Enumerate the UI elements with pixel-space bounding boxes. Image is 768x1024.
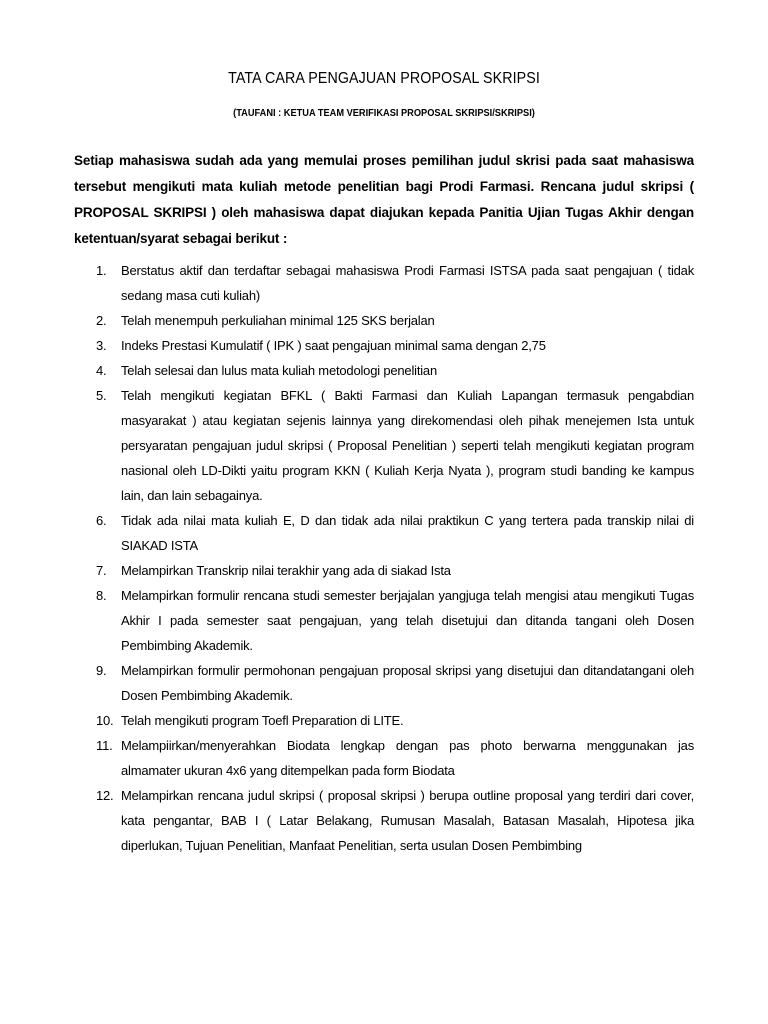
list-item (74, 308, 694, 333)
list-item (74, 333, 694, 358)
list-item-text: Indeks Prestasi Kumulatif ( IPK ) saat pengajuan minimal sama dengan 2,75 (121, 338, 546, 353)
list-item (74, 258, 694, 308)
list-item-number: 5. (96, 388, 107, 403)
list-item (74, 708, 694, 733)
list-item (74, 558, 694, 583)
list-item (74, 583, 694, 658)
list-item-text: Telah mengikuti kegiatan BFKL ( Bakti Farmasi dan Kuliah Lapangan termasuk pengabdian masyarakat ) atau kegiatan sejenis lainnya yang direkomendasi oleh pihak menejemen Ista untuk persyaratan pengajuan judul skripsi ( Proposal Penelitian ) seperti telah mengikuti kegiatan program nasional oleh LD-Dikti yaitu program KKN ( Kuliah Kerja Nyata ), program studi banding ke kampus lain, dan lain sebagainya. (121, 388, 694, 503)
list-item-number: 2. (96, 313, 107, 328)
list-item-number: 7. (96, 563, 107, 578)
list-item-number: 11. (96, 738, 113, 753)
list-item-number: 12. (96, 788, 114, 803)
document-subtitle: (TAUFANI : KETUA TEAM VERIFIKASI PROPOSAL SKRIPSI/SKRIPSI) (233, 107, 535, 119)
requirements-list (74, 258, 694, 858)
intro-paragraph: Setiap mahasiswa sudah ada yang memulai proses pemilihan judul skrisi pada saat mahasiswa tersebut mengikuti mata kuliah metode penelitian bagi Prodi Farmasi. Rencana judul skripsi ( PROPOSAL SKRIPSI ) oleh mahasiswa dapat diajukan kepada Panitia Ujian Tugas Akhir dengan ketentuan/syarat sebagai berikut : (74, 153, 694, 246)
list-item-number: 9. (96, 663, 107, 678)
list-item-text: Telah mengikuti program Toefl Preparation di LITE. (121, 713, 404, 728)
list-item (74, 383, 694, 508)
list-item-number: 10. (96, 713, 114, 728)
list-item-text: Melampiirkan/menyerahkan Biodata lengkap dengan pas photo berwarna menggunakan jas almamater ukuran 4x6 yang ditempelkan pada form Biodata (121, 738, 694, 778)
list-item-text: Melampirkan rencana judul skripsi ( proposal skripsi ) berupa outline proposal yang terdiri dari cover, kata pengantar, BAB I ( Latar Belakang, Rumusan Masalah, Batasan Masalah, Hipotesa jika diperlukan, Tujuan Penelitian, Manfaat Penelitian, serta usulan Dosen Pembimbing (121, 788, 694, 853)
list-item-text: Melampirkan formulir permohonan pengajuan proposal skripsi yang disetujui dan ditandatangani oleh Dosen Pembimbing Akademik. (121, 663, 694, 703)
list-item (74, 658, 694, 708)
list-item-text: Melampirkan Transkrip nilai terakhir yang ada di siakad Ista (121, 563, 451, 578)
list-item-number: 8. (96, 588, 107, 603)
list-item-number: 3. (96, 338, 107, 353)
list-item-number: 4. (96, 363, 107, 378)
list-item-text: Telah selesai dan lulus mata kuliah metodologi penelitian (121, 363, 437, 378)
list-item-number: 6. (96, 513, 107, 528)
list-item-number: 1. (96, 263, 107, 278)
list-item-text: Melampirkan formulir rencana studi semester berjajalan yangjuga telah mengisi atau mengikuti Tugas Akhir I pada semester saat pengajuan, yang telah disetujui dan ditanda tangani oleh Dosen Pembimbing Akademik. (121, 588, 694, 653)
list-item (74, 508, 694, 558)
list-item-text: Berstatus aktif dan terdaftar sebagai mahasiswa Prodi Farmasi ISTSA pada saat pengajuan ( tidak sedang masa cuti kuliah) (121, 263, 694, 303)
document-title: TATA CARA PENGAJUAN PROPOSAL SKRIPSI (228, 70, 540, 87)
list-item (74, 358, 694, 383)
list-item-text: Telah menempuh perkuliahan minimal 125 SKS berjalan (121, 313, 435, 328)
list-item (74, 733, 694, 783)
list-item (74, 783, 694, 858)
list-item-text: Tidak ada nilai mata kuliah E, D dan tidak ada nilai praktikun C yang tertera pada transkip nilai di SIAKAD ISTA (121, 513, 694, 553)
